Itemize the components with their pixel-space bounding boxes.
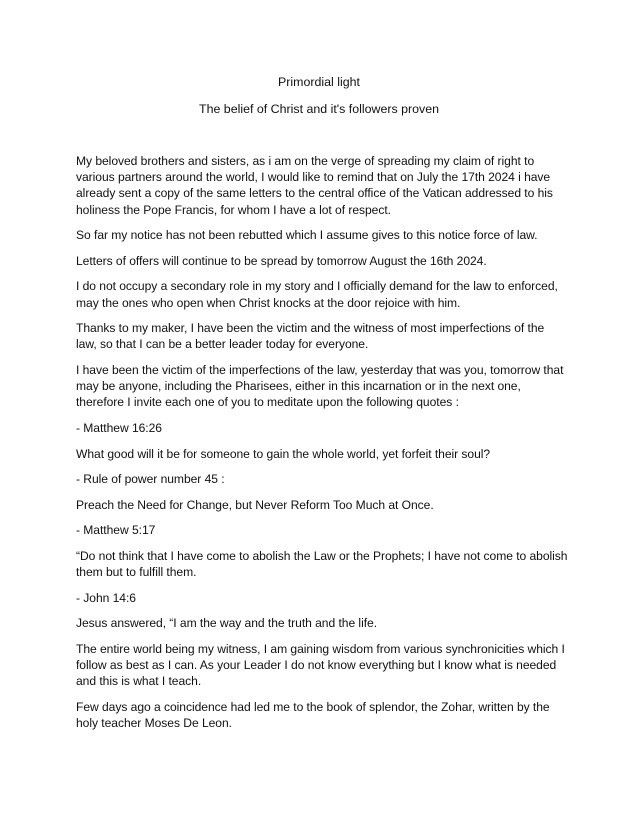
quote-text: Preach the Need for Change, but Never Reform Too Much at Once. [76,497,434,512]
paragraph-notice: So far my notice has not been rebutted which I assume gives to this notice force of law. [76,228,538,243]
paragraph-role: I do not occupy a secondary role in my story and I officially demand for the law to enforced, may the ones who open when Christ knocks at the door rejoice with him. [76,279,558,310]
quote-text: Jesus answered, “I am the way and the truth and the life. [76,616,378,631]
paragraph-witness: The entire world being my witness, I am gaining wisdom from various synchronicities which I follow as best as I can. As your Leader I do not know everything but I know what is needed and this is what I teach. [76,641,565,689]
quote-reference: - John 14:6 [76,590,136,605]
paragraph-intro: My beloved brothers and sisters, as i am on the verge of spreading my claim of right to various partners around the world, I would like to remind that on July the 17th 2024 i have already sent a copy of the same letters to the central office of the Vatican addressed to his holiness the Pope Francis, for whom I have a lot of respect. [76,154,553,217]
page-title: Primordial light [278,75,360,89]
paragraph-letters: Letters of offers will continue to be spread by tomorrow August the 16th 2024. [76,253,487,268]
quote-reference: - Rule of power number 45 : [76,472,225,487]
paragraph-victim: I have been the victim of the imperfections of the law, yesterday that was you, tomorrow that may be anyone, including the Pharisees, either in this incarnation or in the next one, therefore I invite each one of you to meditate upon the following quotes : [76,362,564,410]
quote-text: “Do not think that I have come to abolish the Law or the Prophets; I have not come to abolish them but to fulfill them. [76,548,568,580]
quote-reference: - Matthew 5:17 [76,523,156,538]
quote-reference: - Matthew 16:26 [76,420,162,435]
paragraph-zohar: Few days ago a coincidence had led me to the book of splendor, the Zohar, written by the holy teacher Moses De Leon. [76,699,550,731]
page-subtitle: The belief of Christ and it's followers proven [199,102,439,116]
document-body [76,153,568,741]
quote-text: What good will it be for someone to gain the whole world, yet forfeit their soul? [76,446,491,461]
paragraph-thanks: Thanks to my maker, I have been the victim and the witness of most imperfections of the law, so that I can be a better leader today for everyone. [76,321,545,352]
